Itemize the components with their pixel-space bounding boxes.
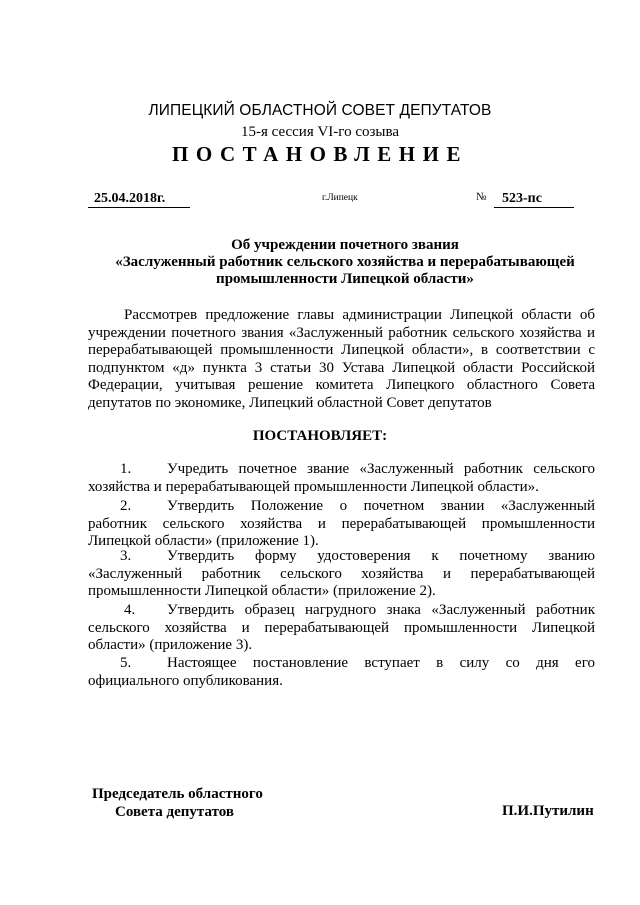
preamble-line: учреждении почетного звания «Заслуженный работник сельского хозяйства и bbox=[88, 324, 595, 341]
signature-title-line: Председатель областного bbox=[92, 786, 263, 802]
list-item bbox=[88, 602, 595, 655]
signature-title bbox=[92, 785, 263, 821]
preamble-line: подпунктом «д» пункта 3 статьи 30 Устава Липецкой области Российской bbox=[88, 359, 595, 376]
preamble-line: депутатов по экономике, Липецкий областной Совет депутатов bbox=[88, 394, 492, 411]
preamble-line: перерабатывающей промышленности Липецкой области», в соответствии с bbox=[88, 342, 595, 358]
item-line: промышленности Липецкой области» (приложение 2). bbox=[88, 583, 436, 599]
session-info: 15-я сессия VI-го созыва bbox=[240, 124, 400, 140]
item-line: сельского хозяйства и перерабатывающей промышленности Липецкой bbox=[88, 619, 595, 636]
signature-title-line: Совета депутатов bbox=[115, 804, 234, 820]
council-name: ЛИПЕЦКИЙ ОБЛАСТНОЙ СОВЕТ ДЕПУТАТОВ bbox=[148, 102, 492, 119]
item-line: официального опубликования. bbox=[88, 672, 283, 689]
item-number: 4. bbox=[124, 602, 136, 618]
preamble-line: Федерации, учитывая решение комитета Липецкого областного Совета bbox=[88, 377, 595, 393]
item-line bbox=[88, 602, 595, 620]
title-line: «Заслуженный работник сельского хозяйства и перерабатывающей bbox=[115, 254, 575, 270]
decree-heading: ПОСТАНОВЛЯЕТ: bbox=[252, 428, 388, 444]
number-sign: № bbox=[476, 191, 487, 203]
list-item bbox=[88, 548, 595, 601]
list-item bbox=[88, 655, 595, 690]
item-text: Утвердить форму удостоверения к почетному званию bbox=[167, 548, 595, 564]
item-text: Утвердить Положение о почетном звании «Заслуженный bbox=[167, 498, 595, 514]
item-line bbox=[88, 548, 595, 566]
item-number: 3. bbox=[120, 548, 132, 564]
item-line bbox=[88, 461, 595, 479]
item-number: 1. bbox=[120, 461, 132, 477]
document-place: г.Липецк bbox=[322, 193, 358, 203]
item-line: хозяйства и перерабатывающей промышленности Липецкой области». bbox=[88, 478, 539, 495]
item-line bbox=[88, 498, 595, 516]
title-line: Об учреждении почетного звания bbox=[231, 237, 459, 253]
document-title bbox=[90, 237, 600, 288]
item-line: работник сельского хозяйства и перерабатывающей промышленности bbox=[88, 515, 595, 532]
signatory-name: П.И.Путилин bbox=[502, 803, 594, 819]
item-number: 5. bbox=[120, 655, 132, 671]
list-item bbox=[88, 461, 595, 496]
item-line: «Заслуженный работник сельского хозяйства и перерабатывающей bbox=[88, 565, 595, 582]
list-item bbox=[88, 498, 595, 551]
item-text: Утвердить образец нагрудного знака «Заслуженный работник bbox=[167, 602, 595, 618]
document-date: 25.04.2018г. bbox=[88, 190, 190, 208]
item-number: 2. bbox=[120, 498, 132, 514]
document-number: 523-пс bbox=[494, 190, 574, 208]
preamble-line: Рассмотрев предложение главы администрации Липецкой области об bbox=[124, 307, 595, 323]
item-text: Настоящее постановление вступает в силу со дня его bbox=[167, 655, 595, 671]
item-text: Учредить почетное звание «Заслуженный работник сельского bbox=[167, 461, 595, 477]
document-type: ПОСТАНОВЛЕНИЕ bbox=[172, 142, 468, 166]
item-line: Липецкой области» (приложение 1). bbox=[88, 533, 319, 549]
item-line: области» (приложение 3). bbox=[88, 637, 253, 653]
preamble bbox=[88, 307, 595, 412]
item-line bbox=[88, 655, 595, 673]
title-line: промышленности Липецкой области» bbox=[216, 271, 474, 287]
